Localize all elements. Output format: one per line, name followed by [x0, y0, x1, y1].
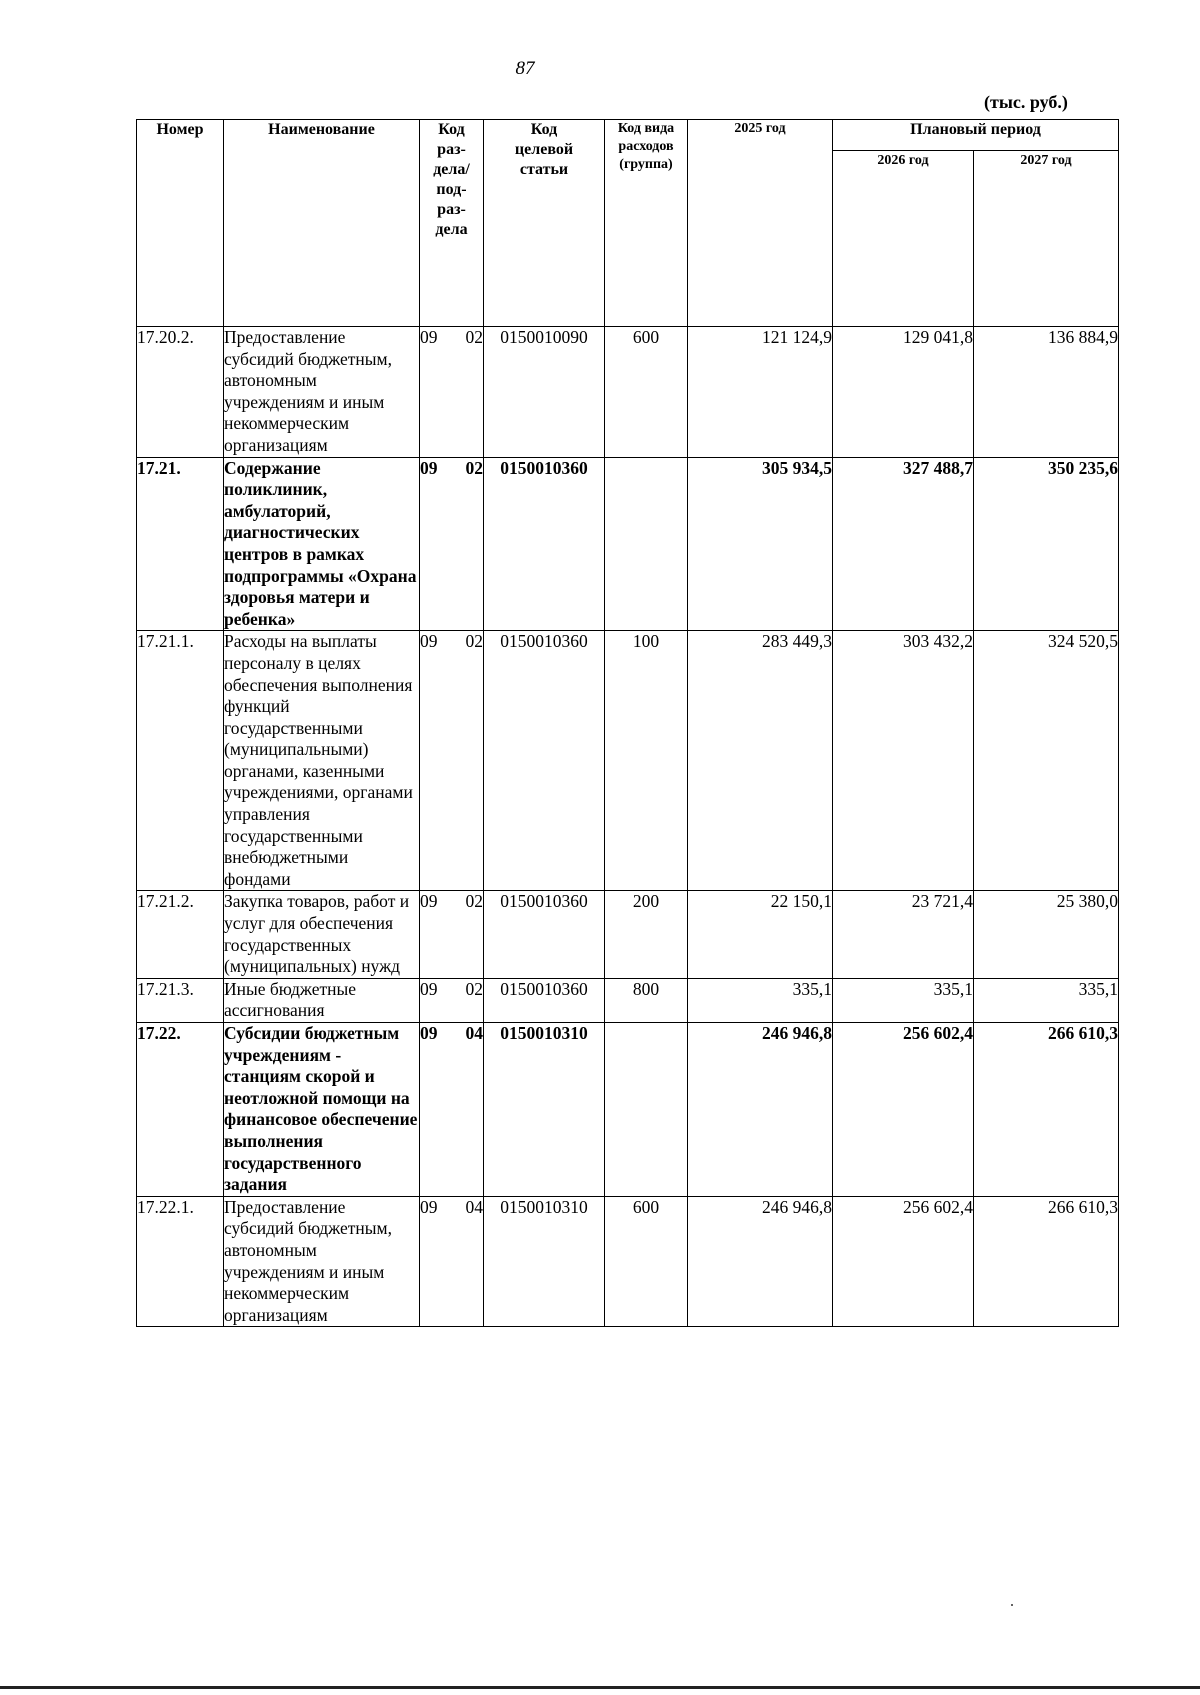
row-amount-2027: 324 520,5 — [974, 631, 1119, 891]
header-section-code-line: раз- — [437, 201, 466, 218]
row-section: 09 — [420, 891, 438, 912]
row-subsection: 02 — [465, 327, 483, 347]
row-section-code — [420, 327, 484, 458]
table-row — [137, 631, 1119, 891]
row-amount-2025: 335,1 — [688, 978, 833, 1022]
row-amount-2026: 129 041,8 — [833, 327, 974, 458]
row-section: 09 — [420, 1196, 438, 1217]
row-expense-kind: 600 — [605, 1196, 688, 1327]
table-body — [137, 327, 1119, 1327]
header-section-code-line: Код — [438, 121, 465, 138]
header-name: Наименование — [224, 120, 420, 327]
row-subsection: 04 — [465, 1023, 483, 1043]
row-section: 09 — [420, 457, 438, 478]
row-subsection: 02 — [465, 891, 483, 912]
header-expense-kind — [605, 120, 688, 327]
row-amount-2027: 266 610,3 — [974, 1196, 1119, 1327]
row-number: 17.21.1. — [137, 631, 224, 891]
header-section-code — [420, 120, 484, 327]
header-expense-kind-line: (группа) — [619, 157, 673, 172]
row-amount-2026: 256 602,4 — [833, 1023, 974, 1197]
row-amount-2025: 246 946,8 — [688, 1196, 833, 1327]
row-section-code — [420, 1023, 484, 1197]
header-section-code-line: дела — [435, 221, 468, 238]
header-target-code-line: Код — [530, 121, 558, 138]
row-expense-kind: 100 — [605, 631, 688, 891]
row-amount-2027: 25 380,0 — [974, 891, 1119, 978]
row-section: 09 — [420, 1023, 438, 1043]
row-expense-kind: 600 — [605, 327, 688, 458]
row-section-code — [420, 891, 484, 978]
row-name: Содержание поликлиник, амбулаторий, диагностических центров в рамках подпрограммы «Охрана здоровья матери и ребенка» — [224, 457, 420, 631]
row-name: Иные бюджетные ассигнования — [224, 978, 420, 1022]
table-header — [137, 120, 1119, 327]
bottom-rule — [0, 1686, 1200, 1689]
row-subsection: 02 — [465, 457, 483, 478]
table-row — [137, 891, 1119, 978]
header-expense-kind-line: расходов — [618, 139, 674, 154]
row-name: Предоставление субсидий бюджетным, автономным учреждениям и иным некоммерческим организациям — [224, 327, 420, 458]
units-label: (тыс. руб.) — [984, 92, 1068, 112]
header-expense-kind-line: Код вида — [617, 121, 675, 136]
row-target-code: 0150010310 — [484, 1023, 605, 1197]
row-target-code: 0150010360 — [484, 631, 605, 891]
row-name: Предоставление субсидий бюджетным, автономным учреждениям и иным некоммерческим организациям — [224, 1196, 420, 1327]
row-section-code — [420, 978, 484, 1022]
row-amount-2027: 335,1 — [974, 978, 1119, 1022]
row-amount-2025: 305 934,5 — [688, 457, 833, 631]
row-target-code: 0150010360 — [484, 891, 605, 978]
table-row — [137, 457, 1119, 631]
row-name: Субсидии бюджетным учреждениям - станциям скорой и неотложной помощи на финансовое обеспечение выполнения государственного задания — [224, 1023, 420, 1197]
scan-speck — [1011, 1604, 1013, 1606]
header-target-code-line: статьи — [519, 161, 569, 178]
row-target-code: 0150010090 — [484, 327, 605, 458]
row-amount-2026: 23 721,4 — [833, 891, 974, 978]
row-target-code: 0150010360 — [484, 457, 605, 631]
row-subsection: 04 — [465, 1196, 483, 1217]
header-year-2027: 2027 год — [974, 151, 1119, 327]
row-amount-2025: 283 449,3 — [688, 631, 833, 891]
row-amount-2027: 266 610,3 — [974, 1023, 1119, 1197]
table-row — [137, 1023, 1119, 1197]
header-target-code-line: целевой — [514, 141, 574, 158]
row-name: Закупка товаров, работ и услуг для обеспечения государственных (муниципальных) нужд — [224, 891, 420, 978]
row-amount-2025: 121 124,9 — [688, 327, 833, 458]
row-section: 09 — [420, 631, 438, 652]
row-amount-2026: 327 488,7 — [833, 457, 974, 631]
row-amount-2027: 350 235,6 — [974, 457, 1119, 631]
row-amount-2026: 303 432,2 — [833, 631, 974, 891]
row-expense-kind: 200 — [605, 891, 688, 978]
header-target-code — [484, 120, 605, 327]
row-section-code — [420, 1196, 484, 1327]
header-year-2026: 2026 год — [833, 151, 974, 327]
row-expense-kind — [605, 1023, 688, 1197]
row-amount-2025: 22 150,1 — [688, 891, 833, 978]
row-number: 17.21.2. — [137, 891, 224, 978]
row-expense-kind: 800 — [605, 978, 688, 1022]
header-section-code-line: раз- — [437, 141, 466, 158]
header-section-code-line: дела/ — [433, 161, 470, 178]
header-section-code-line: под- — [436, 181, 467, 198]
row-amount-2027: 136 884,9 — [974, 327, 1119, 458]
row-number: 17.20.2. — [137, 327, 224, 458]
page-number: 87 — [515, 58, 535, 79]
row-section-code — [420, 631, 484, 891]
row-amount-2025: 246 946,8 — [688, 1023, 833, 1197]
table-row — [137, 327, 1119, 458]
table-row — [137, 1196, 1119, 1327]
row-subsection: 02 — [465, 631, 483, 652]
row-expense-kind — [605, 457, 688, 631]
header-year-2025: 2025 год — [688, 120, 833, 327]
row-number: 17.22. — [137, 1023, 224, 1197]
row-name: Расходы на выплаты персоналу в целях обеспечения выполнения функций государственными (муниципальными) органами, казенными учреждениями, органами управления государственными внебюджетными фондами — [224, 631, 420, 891]
header-number: Номер — [137, 120, 224, 327]
row-section: 09 — [420, 978, 438, 999]
row-number: 17.21.3. — [137, 978, 224, 1022]
row-target-code: 0150010360 — [484, 978, 605, 1022]
row-section: 09 — [420, 327, 438, 347]
budget-table — [136, 119, 1119, 1327]
row-amount-2026: 335,1 — [833, 978, 974, 1022]
row-number: 17.22.1. — [137, 1196, 224, 1327]
row-number: 17.21. — [137, 457, 224, 631]
header-planning-period: Плановый период — [833, 120, 1119, 151]
table-row — [137, 978, 1119, 1022]
row-target-code: 0150010310 — [484, 1196, 605, 1327]
row-subsection: 02 — [465, 978, 483, 999]
row-section-code — [420, 457, 484, 631]
row-amount-2026: 256 602,4 — [833, 1196, 974, 1327]
